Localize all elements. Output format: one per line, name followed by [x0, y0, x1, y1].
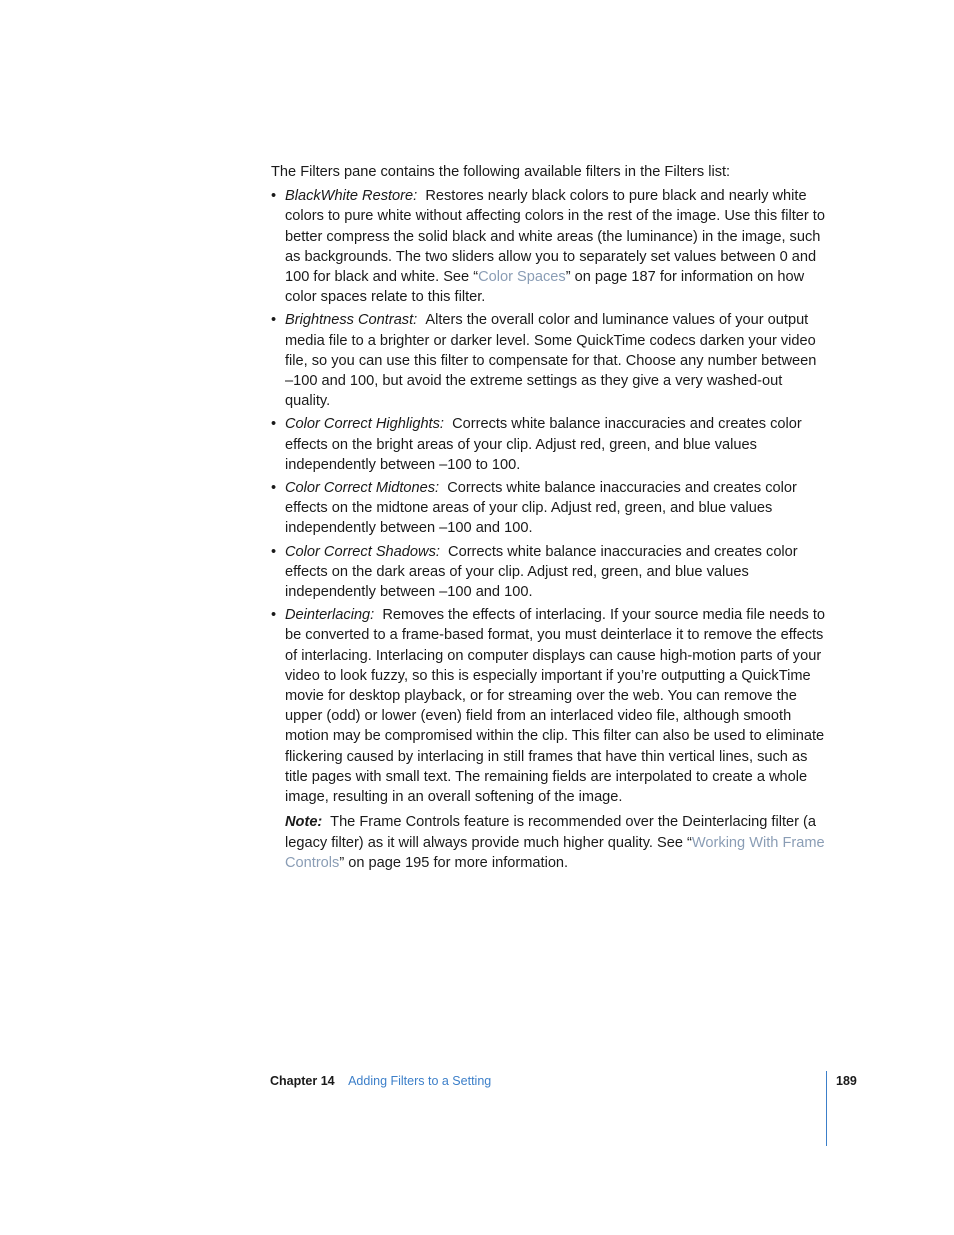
list-item-color-correct-midtones: [271, 478, 827, 539]
page-body: [271, 162, 827, 873]
page-footer: [270, 1072, 491, 1090]
filter-term: Deinterlacing:: [285, 607, 375, 624]
page-number: 189: [836, 1074, 857, 1088]
filter-term: Brightness Contrast:: [285, 312, 418, 329]
bullet-icon: •: [271, 543, 277, 560]
list-item-brightness-contrast: [271, 310, 827, 411]
list-item-blackwhite-restore: [271, 186, 827, 307]
list-item-deinterlacing: [271, 605, 827, 807]
bullet-icon: •: [271, 607, 277, 624]
filter-description: Alters the overall color and luminance values of your output media file to a brighter or darker level. Some QuickTime codecs darken your video file, so you can use this filter to compensate for that. Choose any number between –100 and 100, but avoid the extreme settings as they give a very washed-out quality.: [285, 312, 817, 410]
note-paragraph: Note: The Frame Controls feature is recommended over the Deinterlacing filter (a legacy filter) as it will always provide much higher quality. See “Working With Frame Controls” on page 195 for more information.: [285, 814, 825, 871]
note-label: Note:: [285, 814, 323, 831]
bullet-icon: •: [271, 312, 277, 329]
color-spaces-link[interactable]: Color Spaces: [478, 269, 566, 286]
chapter-title-link[interactable]: Adding Filters to a Setting: [348, 1074, 492, 1088]
filter-term: Color Correct Shadows:: [285, 543, 440, 560]
list-item-color-correct-highlights: [271, 414, 827, 475]
chapter-label: Chapter 14: [270, 1074, 335, 1088]
footer-divider: [826, 1071, 827, 1146]
intro-paragraph: The Filters pane contains the following available filters in the Filters list:: [271, 164, 731, 180]
filter-term: Color Correct Midtones:: [285, 480, 440, 497]
filter-description: Restores nearly black colors to pure black and nearly white colors to pure white without affecting colors in the rest of the image. Use this filter to better compress the solid black and white areas (the luminance) in the image, such as backgrounds. The two sliders allow you to separately set values between 0 and 100 for black and white. See “Color Spaces” on page 187 for information on how color spaces relate to this filter.: [285, 188, 825, 306]
filter-description: Corrects white balance inaccuracies and creates color effects on the midtone areas of your clip. Adjust red, green, and blue values independently between –100 and 100.: [285, 480, 797, 537]
filter-term: Color Correct Highlights:: [285, 416, 444, 433]
bullet-icon: •: [271, 480, 277, 497]
bullet-icon: •: [271, 188, 277, 205]
filter-term: BlackWhite Restore:: [285, 188, 418, 205]
filter-description: Corrects white balance inaccuracies and creates color effects on the dark areas of your clip. Adjust red, green, and blue values independently between –100 and 100.: [285, 543, 798, 601]
filter-description: Removes the effects of interlacing. If your source media file needs to be converted to a frame-based format, you must deinterlace it to remove the effects of interlacing. Interlacing on computer displays can cause high-motion parts of your video to look fuzzy, so this is especially important if you’re outputting a QuickTime movie for desktop playback, or for streaming over the web. You can remove the upper (odd) or lower (even) field from an interlaced video file, although smooth motion may be compromised within the clip. This filter can also be used to eliminate flickering caused by interlacing in still frames that have thin vertical lines, such as title pages with small text. The remaining fields are interpolated to create a whole image, resulting in an overall softening of the image.: [285, 607, 825, 806]
list-item-color-correct-shadows: [271, 542, 827, 603]
bullet-icon: •: [271, 416, 277, 433]
working-with-frame-controls-link[interactable]: Working With Frame Controls: [285, 834, 825, 871]
filters-list: [271, 186, 827, 807]
filter-description: Corrects white balance inaccuracies and creates color effects on the bright areas of your clip. Adjust red, green, and blue values independently between –100 to 100.: [285, 416, 802, 473]
